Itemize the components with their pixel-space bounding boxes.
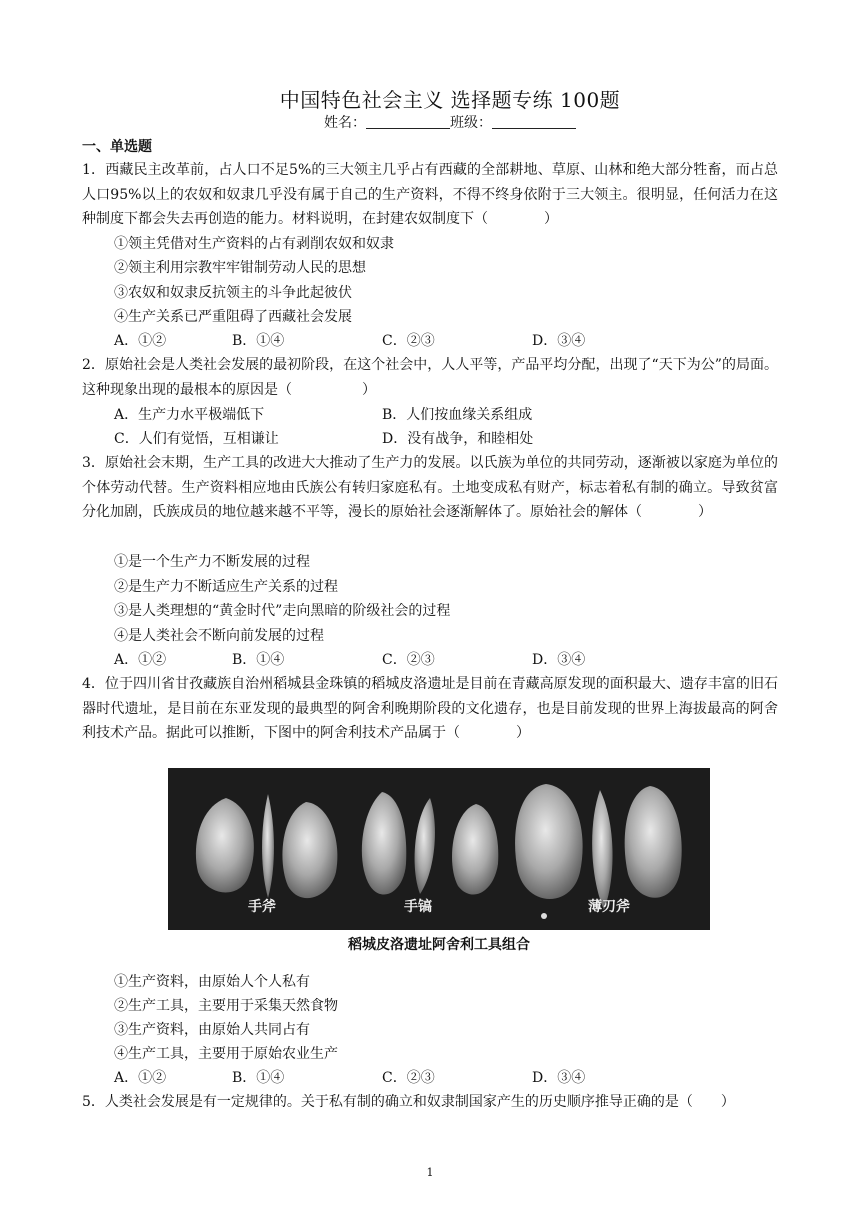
q1-statement-2: ②领主利用宗教牢牢钳制劳动人民的思想 — [114, 260, 366, 276]
stone-tools-photo — [168, 768, 710, 930]
q4-choice-d[interactable]: D．③④ — [532, 1070, 586, 1086]
question-5-stem: 5．人类社会发展是有一定规律的。关于私有制的确立和奴隶制国家产生的历史顺序推导正确的是（ ） — [82, 1094, 735, 1110]
q3-choice-c[interactable]: C．②③ — [382, 652, 435, 668]
section-heading: 一、单选题 — [82, 139, 152, 155]
q3-statement-4: ④是人类社会不断向前发展的过程 — [114, 628, 324, 644]
q4-choices — [114, 1066, 674, 1090]
question-3-stem: 3．原始社会末期，生产工具的改进大大推动了生产力的发展。以氏族为单位的共同劳动，逐渐被以家庭为单位的个体劳动代替。生产资料相应地由氏族公有转归家庭私有。土地变成私有财产，标志着私有制的确立。导致贫富分化加剧，氏族成员的地位越来越不平等，漫长的原始社会逐渐解体了。原始社会的解体（ ） — [82, 455, 778, 520]
q3-choice-b[interactable]: B．①④ — [232, 652, 285, 668]
class-blank[interactable] — [492, 114, 576, 129]
q4-statement-4: ④生产工具，主要用于原始农业生产 — [114, 1046, 338, 1062]
q2-choice-b[interactable]: B．人们按血缘关系组成 — [382, 407, 533, 423]
q1-statement-1: ①领主凭借对生产资料的占有剥削农奴和奴隶 — [114, 236, 394, 252]
q3-choices — [114, 648, 674, 672]
q2-choice-d[interactable]: D．没有战争，和睦相处 — [382, 431, 534, 447]
q1-choice-a[interactable]: A．①② — [114, 333, 167, 349]
label-cleaver: 薄刃斧 — [588, 899, 630, 915]
page-title: 中国特色社会主义 选择题专练 100题 — [279, 88, 621, 112]
figure-caption: 稻城皮洛遗址阿舍利工具组合 — [348, 937, 530, 953]
label-hand-axe: 手斧 — [248, 899, 276, 915]
name-label: 姓名： — [324, 115, 366, 131]
q4-choice-a[interactable]: A．①② — [114, 1070, 167, 1086]
q3-choice-d[interactable]: D．③④ — [532, 652, 586, 668]
class-label: 班级： — [450, 115, 492, 131]
question-2-stem: 2．原始社会是人类社会发展的最初阶段，在这个社会中，人人平等，产品平均分配，出现了“天下为公”的局面。这种现象出现的最根本的原因是（ ） — [82, 357, 778, 398]
q4-statement-1: ①生产资料，由原始人个人私有 — [114, 974, 310, 990]
q1-statement-4: ④生产关系已严重阻碍了西藏社会发展 — [114, 309, 352, 325]
question-4-stem: 4．位于四川省甘孜藏族自治州稻城县金珠镇的稻城皮洛遗址是目前在青藏高原发现的面积最大、遗存丰富的旧石器时代遗址，是目前在东亚发现的最典型的阿舍利晚期阶段的文化遗存，也是目前发现的世界上海拔最高的阿舍利技术产品。据此可以推断，下图中的阿舍利技术产品属于（ ） — [82, 676, 778, 741]
q3-statement-1: ①是一个生产力不断发展的过程 — [114, 554, 310, 570]
q3-statement-3: ③是人类理想的“黄金时代”走向黑暗的阶级社会的过程 — [114, 603, 451, 619]
q2-choices-row-2 — [114, 427, 674, 451]
q2-choices-row-1 — [114, 403, 674, 427]
name-class-line — [0, 112, 860, 132]
q2-choice-a[interactable]: A．生产力水平极端低下 — [114, 407, 265, 423]
q2-choice-c[interactable]: C．人们有觉悟，互相谦让 — [114, 431, 279, 447]
q1-choice-d[interactable]: D．③④ — [532, 333, 586, 349]
q3-choice-a[interactable]: A．①② — [114, 652, 167, 668]
name-blank[interactable] — [366, 114, 450, 129]
scale-dot-icon — [541, 913, 547, 919]
question-1-stem: 1．西藏民主改革前，占人口不足5%的三大领主几乎占有西藏的全部耕地、草原、山林和绝大部分牲畜，而占总人口95%以上的农奴和奴隶几乎没有属于自己的生产资料，不得不终身依附于三大领主。很明显，任何活力在这种制度下都会失去再创造的能力。材料说明，在封建农奴制度下（ ） — [82, 162, 778, 227]
q1-choice-c[interactable]: C．②③ — [382, 333, 435, 349]
q4-statement-3: ③生产资料，由原始人共同占有 — [114, 1022, 310, 1038]
q4-statement-2: ②生产工具，主要用于采集天然食物 — [114, 998, 338, 1014]
q4-choice-c[interactable]: C．②③ — [382, 1070, 435, 1086]
label-hand-pick: 手镐 — [404, 899, 432, 915]
q1-statement-3: ③农奴和奴隶反抗领主的斗争此起彼伏 — [114, 285, 352, 301]
q4-choice-b[interactable]: B．①④ — [232, 1070, 285, 1086]
q1-choices — [114, 329, 674, 353]
page-number: 1 — [426, 1166, 434, 1179]
q1-choice-b[interactable]: B．①④ — [232, 333, 285, 349]
q3-statement-2: ②是生产力不断适应生产关系的过程 — [114, 579, 338, 595]
